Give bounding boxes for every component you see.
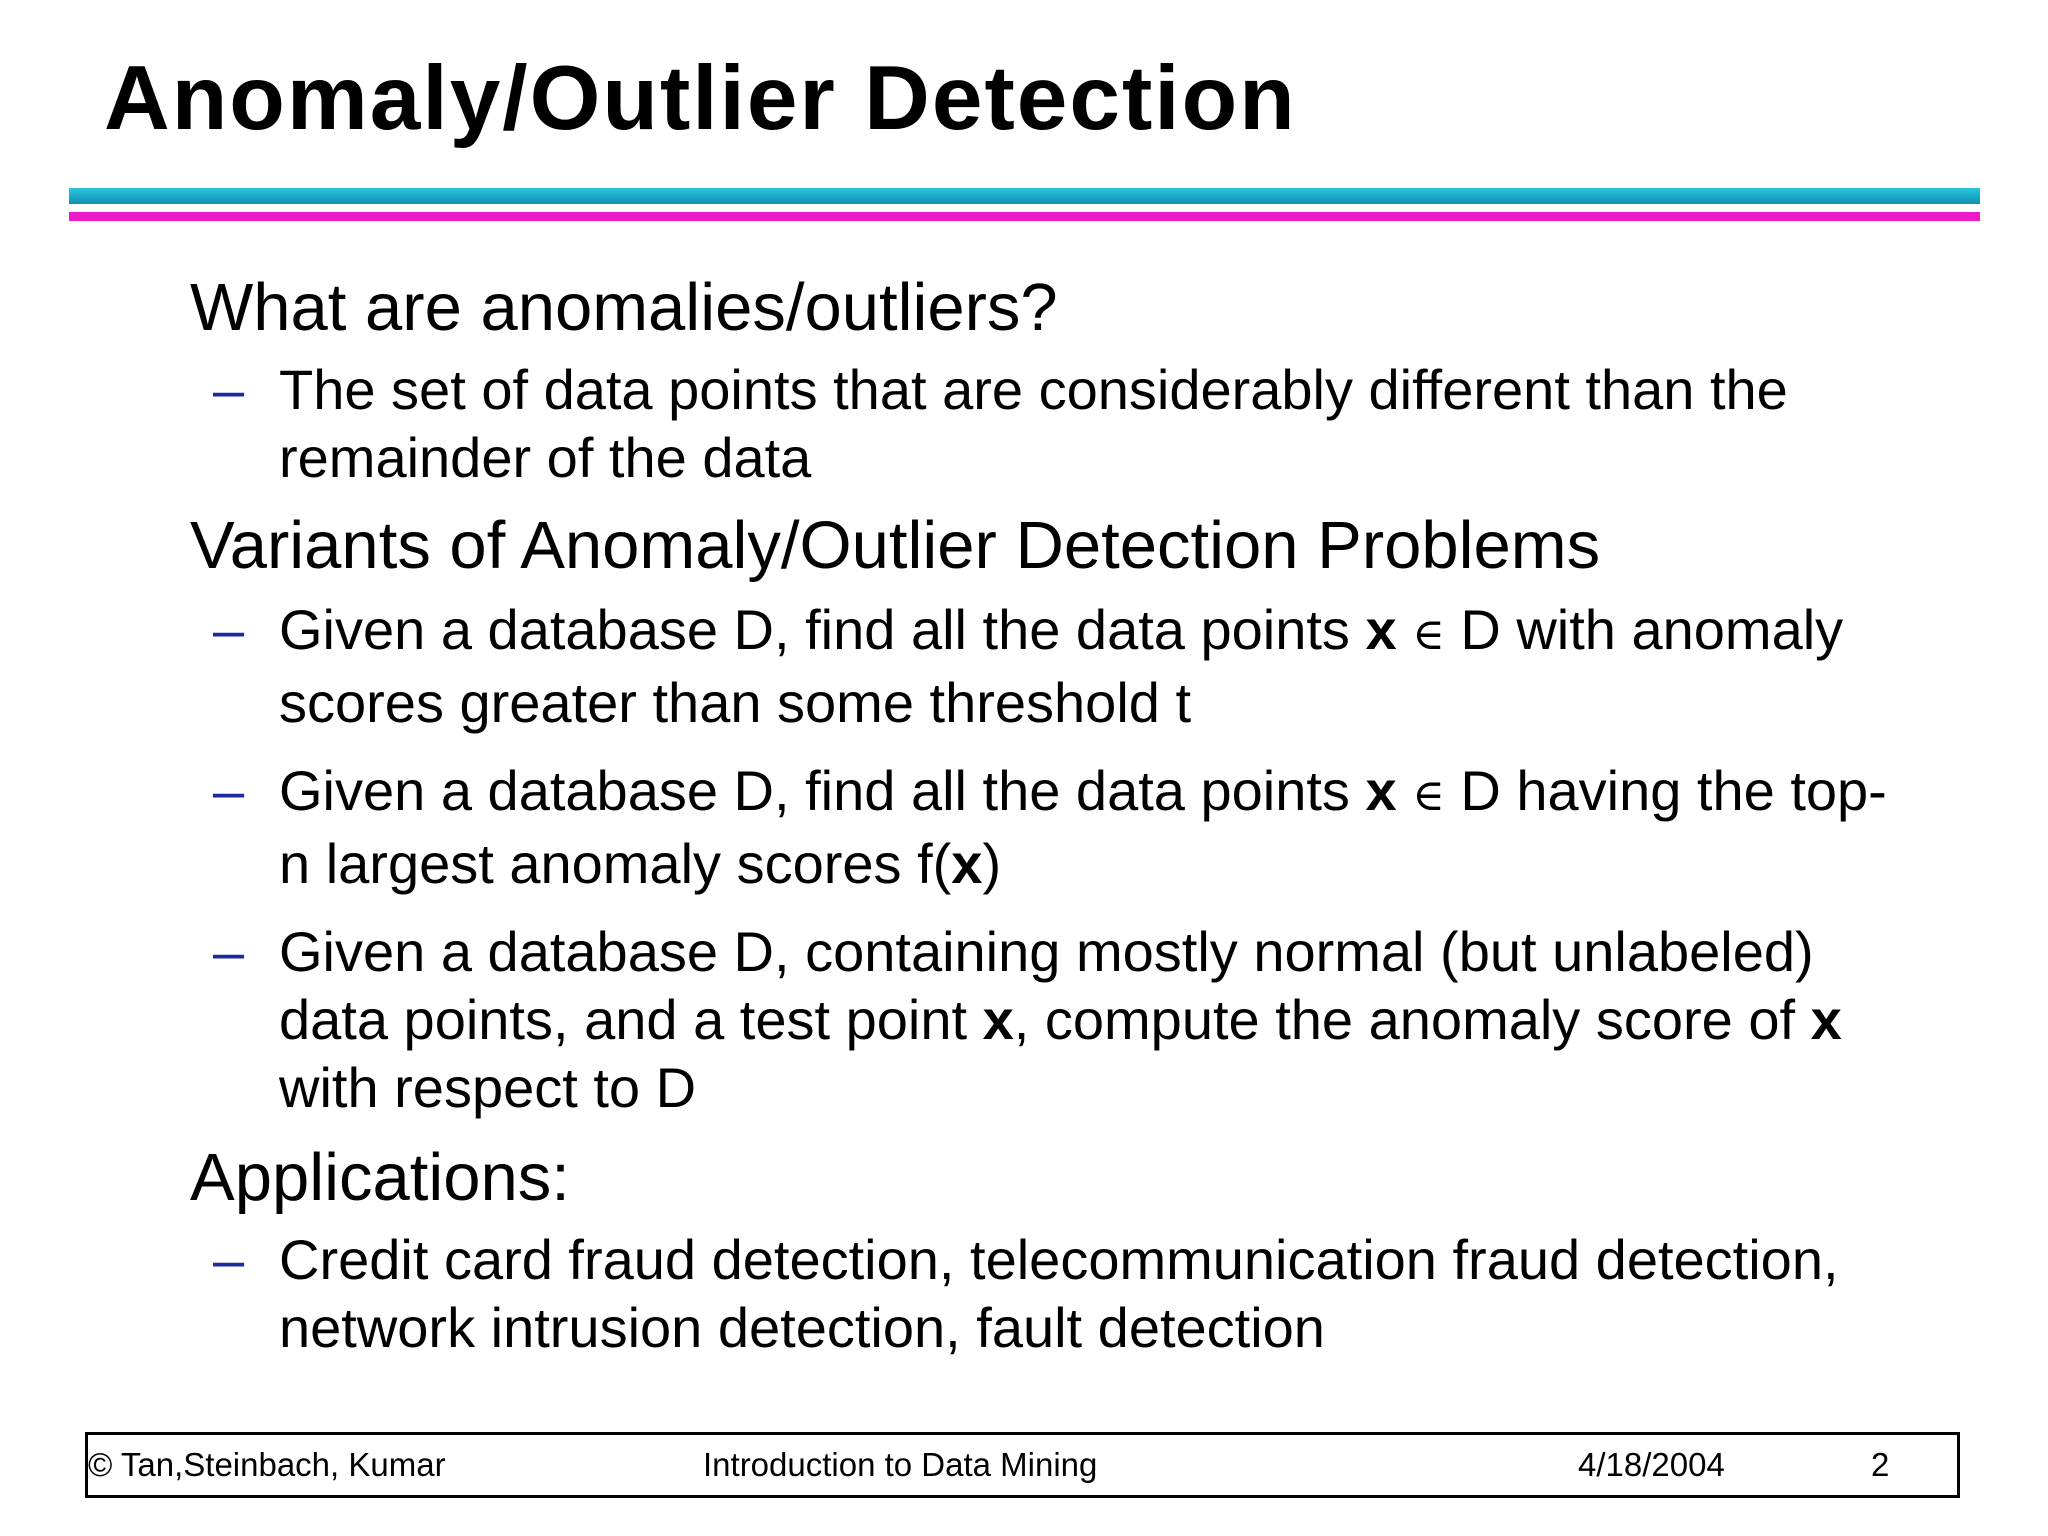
dash-bullet-icon: – <box>213 358 245 421</box>
bullet-line: Given a database D, find all the data points x ∈ D having the top- <box>279 759 1887 822</box>
bullet-line: remainder of the data <box>279 426 812 489</box>
section-applications <box>190 1138 1990 1362</box>
slide-title: Anomaly/Outlier Detection <box>104 48 1297 149</box>
section-heading: What are anomalies/outliers? <box>190 270 1058 345</box>
slide-footer <box>85 1432 1960 1498</box>
dash-bullet-icon: – <box>213 759 245 822</box>
bullet-item <box>190 596 1990 737</box>
title-rule-cyan <box>69 188 1980 204</box>
bullet-line: with respect to D <box>279 1056 697 1119</box>
bullet-line: Credit card fraud detection, telecommunication fraud detection, <box>279 1228 1839 1291</box>
footer-page-number: 2 <box>1871 1446 1890 1483</box>
title-rule-magenta <box>69 212 1980 221</box>
dash-bullet-icon: – <box>213 920 245 983</box>
bullet-line: The set of data points that are considerably different than the <box>279 358 1788 421</box>
bullet-line: network intrusion detection, fault detection <box>279 1296 1325 1359</box>
bullet-line: scores greater than some threshold t <box>279 671 1192 734</box>
bullet-line: n largest anomaly scores f(x) <box>279 832 1002 895</box>
dash-bullet-icon: – <box>213 598 245 661</box>
dash-bullet-icon: – <box>213 1228 245 1291</box>
bullet-line: data points, and a test point x, compute the anomaly score of x <box>279 988 1842 1051</box>
footer-authors: © Tan,Steinbach, Kumar <box>88 1446 446 1483</box>
section-what-are-anomalies <box>190 268 1990 492</box>
slide-content <box>190 268 1990 1362</box>
footer-date: 4/18/2004 <box>1578 1446 1725 1483</box>
section-heading: Applications: <box>190 1140 570 1215</box>
bullet-item <box>190 356 1990 492</box>
section-heading: Variants of Anomaly/Outlier Detection Problems <box>190 508 1601 583</box>
bullet-line: Given a database D, find all the data points x ∈ D with anomaly <box>279 598 1844 661</box>
bullet-item <box>190 757 1990 898</box>
section-variants <box>190 506 1990 1122</box>
bullet-line: Given a database D, containing mostly normal (but unlabeled) <box>279 920 1814 983</box>
bullet-item <box>190 1226 1990 1362</box>
footer-book-title: Introduction to Data Mining <box>703 1446 1098 1483</box>
bullet-item <box>190 918 1990 1122</box>
